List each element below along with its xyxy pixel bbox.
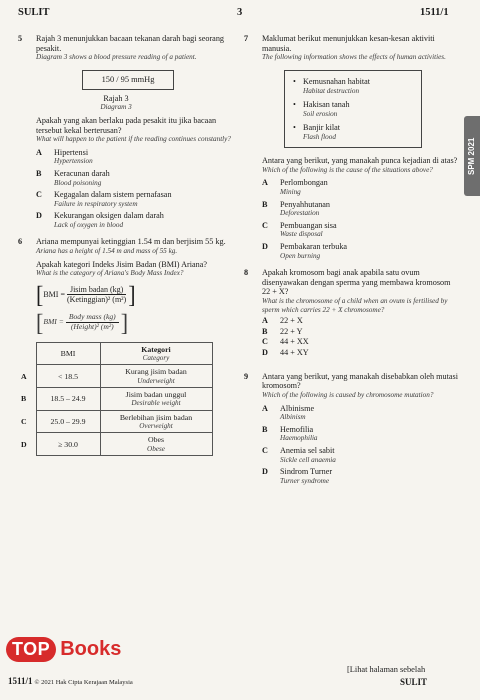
option-letter: A bbox=[21, 371, 27, 381]
option-c[interactable] bbox=[262, 446, 458, 464]
spm-side-tab: SPM 2021 bbox=[464, 116, 480, 196]
question-8 bbox=[244, 268, 458, 358]
option-b[interactable] bbox=[36, 169, 234, 187]
diagram-caption-en: Diagram 3 bbox=[100, 103, 132, 112]
option-letter: D bbox=[36, 211, 42, 221]
option-text-en: Blood poisoning bbox=[54, 178, 102, 187]
formula-denominator: (Ketinggian)² (m²) bbox=[67, 295, 127, 305]
option-b[interactable] bbox=[262, 200, 458, 218]
question-stem: Maklumat berikut menunjukkan kesan-kesan aktiviti manusia. bbox=[262, 34, 435, 53]
topbooks-logo bbox=[6, 633, 121, 665]
option-text: Penyahhutanan bbox=[280, 199, 331, 209]
option-text-en: Sickle cell anaemia bbox=[280, 455, 336, 464]
bmi-formula-en: [ BMI = $\frac{\text{Body mass (kg)}}{\text{(Height)² (m²)}}$ ] bbox=[36, 308, 129, 336]
table-header-category: Kategori Category bbox=[100, 342, 212, 365]
right-column bbox=[244, 34, 458, 485]
blood-pressure-box: 150 / 95 mmHg bbox=[82, 70, 174, 90]
logo-top-badge: TOP bbox=[6, 637, 56, 662]
option-a[interactable] bbox=[36, 148, 234, 166]
option-letter: B bbox=[262, 424, 268, 434]
question-ask: Antara yang berikut, yang manakah punca kejadian di atas? bbox=[262, 156, 458, 166]
option-text: Pembakaran terbuka bbox=[280, 241, 348, 251]
option-text: Albinisme bbox=[280, 403, 315, 413]
option-text-en: Turner syndrome bbox=[280, 476, 330, 485]
logo-books-text: Books bbox=[60, 637, 122, 660]
bmi-range: < 18.5 bbox=[36, 365, 100, 388]
effect-item: • Kemusnahan habitat Habitat destruction bbox=[293, 77, 413, 95]
option-text: Hipertensi bbox=[54, 147, 89, 157]
paper-code: 1511/1 bbox=[420, 7, 449, 18]
question-number: 9 bbox=[244, 371, 249, 381]
question-stem: Ariana mempunyai ketinggian 1.54 m dan berjisim 55 kg. bbox=[36, 237, 226, 247]
question-7 bbox=[244, 34, 458, 260]
option-text: Keracunan darah bbox=[54, 168, 110, 178]
table-row-c[interactable] bbox=[18, 410, 212, 433]
question-ask-en: Which of the following is the cause of the situations above? bbox=[262, 165, 433, 174]
table-row-d[interactable] bbox=[18, 433, 212, 456]
option-letter: D bbox=[262, 348, 268, 358]
option-text: Sindrom Turner bbox=[280, 467, 333, 477]
option-text: 22 + Y bbox=[280, 326, 303, 336]
option-a[interactable] bbox=[262, 178, 458, 196]
question-stem-en: Diagram 3 shows a blood pressure reading of a patient. bbox=[36, 53, 197, 62]
option-c[interactable] bbox=[36, 190, 234, 208]
option-letter: D bbox=[262, 467, 268, 477]
left-column bbox=[18, 34, 234, 456]
bmi-table bbox=[18, 342, 213, 456]
effects-box bbox=[284, 70, 422, 148]
effect-item: • Banjir kilat Flash flood bbox=[293, 123, 413, 141]
question-6 bbox=[18, 237, 234, 456]
table-row-b[interactable] bbox=[18, 388, 212, 411]
question-stem: Antara yang berikut, yang manakah disebabkan oleh mutasi kromosom? bbox=[262, 371, 458, 391]
option-text: Kegagalan dalam sistem pernafasan bbox=[54, 190, 172, 200]
option-text: Hemofilia bbox=[280, 424, 314, 434]
header-sulit: SULIT bbox=[18, 7, 50, 18]
option-text: 44 + XX bbox=[280, 337, 309, 347]
bmi-range: 25.0 – 29.9 bbox=[36, 410, 100, 433]
option-text: Kekurangan oksigen dalam darah bbox=[54, 211, 164, 221]
table-header-bmi: BMI bbox=[36, 342, 100, 365]
option-letter: B bbox=[21, 394, 27, 404]
effect-item: • Hakisan tanah Soil erosion bbox=[293, 100, 413, 118]
option-b[interactable] bbox=[262, 327, 458, 337]
option-letter: A bbox=[262, 403, 268, 413]
formula-denominator: (Height)² (m²) bbox=[70, 322, 114, 332]
formula-numerator: Jisim badan (kg) bbox=[67, 285, 126, 295]
question-5 bbox=[18, 34, 234, 229]
formula-lhs: BMI = bbox=[43, 317, 64, 327]
option-text-en: Hypertension bbox=[54, 157, 93, 166]
option-letter: D bbox=[21, 439, 27, 449]
page-number: 3 bbox=[237, 7, 243, 18]
question-9 bbox=[244, 372, 458, 485]
option-letter: C bbox=[262, 445, 268, 455]
bmi-category: Kurang jisim badan Underweight bbox=[100, 365, 212, 388]
footer-copyright: © 2021 Hak Cipta Kerajaan Malaysia bbox=[34, 679, 133, 686]
question-stem: Rajah 3 menunjukkan bacaan tekanan darah bagi seorang pesakit. bbox=[36, 34, 225, 53]
option-letter: A bbox=[262, 316, 268, 326]
option-text-en: Lack of oxygen in blood bbox=[54, 220, 124, 229]
question-ask-en: What will happen to the patient if the reading continues constantly? bbox=[36, 135, 231, 144]
footer-code: 1511/1 bbox=[8, 676, 33, 686]
option-letter: C bbox=[21, 416, 27, 426]
option-d[interactable] bbox=[36, 211, 234, 229]
diagram-caption: Rajah 3 bbox=[103, 93, 129, 103]
option-d[interactable] bbox=[262, 467, 458, 485]
option-text-en: Mining bbox=[280, 188, 301, 197]
option-text-en: Deforestation bbox=[280, 209, 320, 218]
footer-next-page: [Lihat halaman sebelah bbox=[347, 665, 426, 674]
option-text: Pembuangan sisa bbox=[280, 220, 337, 230]
bmi-range: 18.5 – 24.9 bbox=[36, 388, 100, 411]
option-text: 22 + X bbox=[280, 316, 303, 326]
option-b[interactable] bbox=[262, 425, 458, 443]
option-text-en: Failure in respiratory system bbox=[54, 199, 138, 208]
question-stem-en: Which of the following is caused by chromosome mutation? bbox=[262, 391, 434, 400]
option-text-en: Albinism bbox=[280, 413, 306, 422]
option-text-en: Open burning bbox=[280, 251, 321, 260]
option-letter: B bbox=[262, 326, 268, 336]
option-letter: C bbox=[262, 337, 268, 347]
option-letter: C bbox=[36, 190, 42, 200]
bmi-category: Obes Obese bbox=[100, 433, 212, 456]
question-stem-en: What is the chromosome of a child when an ovum is fertilised by sperm which carries 22 + X chromosome? bbox=[262, 297, 448, 314]
bmi-category: Berlebihan jisim badan Overweight bbox=[100, 410, 212, 433]
option-a[interactable] bbox=[262, 404, 458, 422]
formula-lhs: BMI = bbox=[43, 289, 65, 299]
question-number: 5 bbox=[18, 34, 23, 43]
option-text-en: Waste disposal bbox=[280, 230, 323, 239]
question-number: 8 bbox=[244, 268, 249, 278]
option-text: Anemia sel sabit bbox=[280, 445, 335, 455]
bmi-category: Jisim badan unggul Desirable weight bbox=[100, 388, 212, 411]
option-letter: B bbox=[262, 199, 268, 209]
footer-sulit: SULIT bbox=[400, 677, 428, 687]
option-text: 44 + XY bbox=[280, 348, 309, 358]
option-d[interactable] bbox=[262, 242, 458, 260]
bmi-range: ≥ 30.0 bbox=[36, 433, 100, 456]
question-stem: Apakah kromosom bagi anak apabila satu ovum disenyawakan dengan sperma yang membawa kromosom 22 + X? bbox=[262, 268, 451, 297]
option-c[interactable] bbox=[262, 221, 458, 239]
option-letter: A bbox=[262, 178, 268, 188]
option-c[interactable] bbox=[262, 337, 458, 347]
option-letter: D bbox=[262, 241, 268, 251]
option-letter: A bbox=[36, 147, 42, 157]
option-letter: C bbox=[262, 220, 268, 230]
question-ask: Apakah kategori Indeks Jisim Badan (BMI) Ariana? bbox=[36, 259, 207, 269]
footer-left bbox=[8, 676, 133, 686]
option-text-en: Haemophilia bbox=[280, 434, 318, 443]
option-letter: B bbox=[36, 168, 42, 178]
table-row-a[interactable] bbox=[18, 365, 212, 388]
question-number: 7 bbox=[244, 34, 249, 43]
question-stem-en: The following information shows the effects of human activities. bbox=[262, 53, 446, 62]
formula-numerator: Body mass (kg) bbox=[66, 313, 119, 323]
question-number: 6 bbox=[18, 237, 23, 247]
option-text: Perlombongan bbox=[280, 178, 328, 188]
question-stem-en: Ariana has a height of 1.54 m and mass of 55 kg. bbox=[36, 247, 178, 256]
option-a[interactable] bbox=[262, 316, 458, 326]
question-ask-en: What is the category of Ariana's Body Mass Index? bbox=[36, 269, 184, 278]
question-ask: Apakah yang akan berlaku pada pesakit itu jika bacaan tersebut kekal berterusan? bbox=[36, 115, 217, 135]
option-d[interactable] bbox=[262, 348, 458, 358]
bmi-formula-ms: [ BMI = $\frac{\text{Jisim badan (kg)}}{\text{(Ketinggian)² (m²)}}$ ] bbox=[36, 280, 136, 308]
